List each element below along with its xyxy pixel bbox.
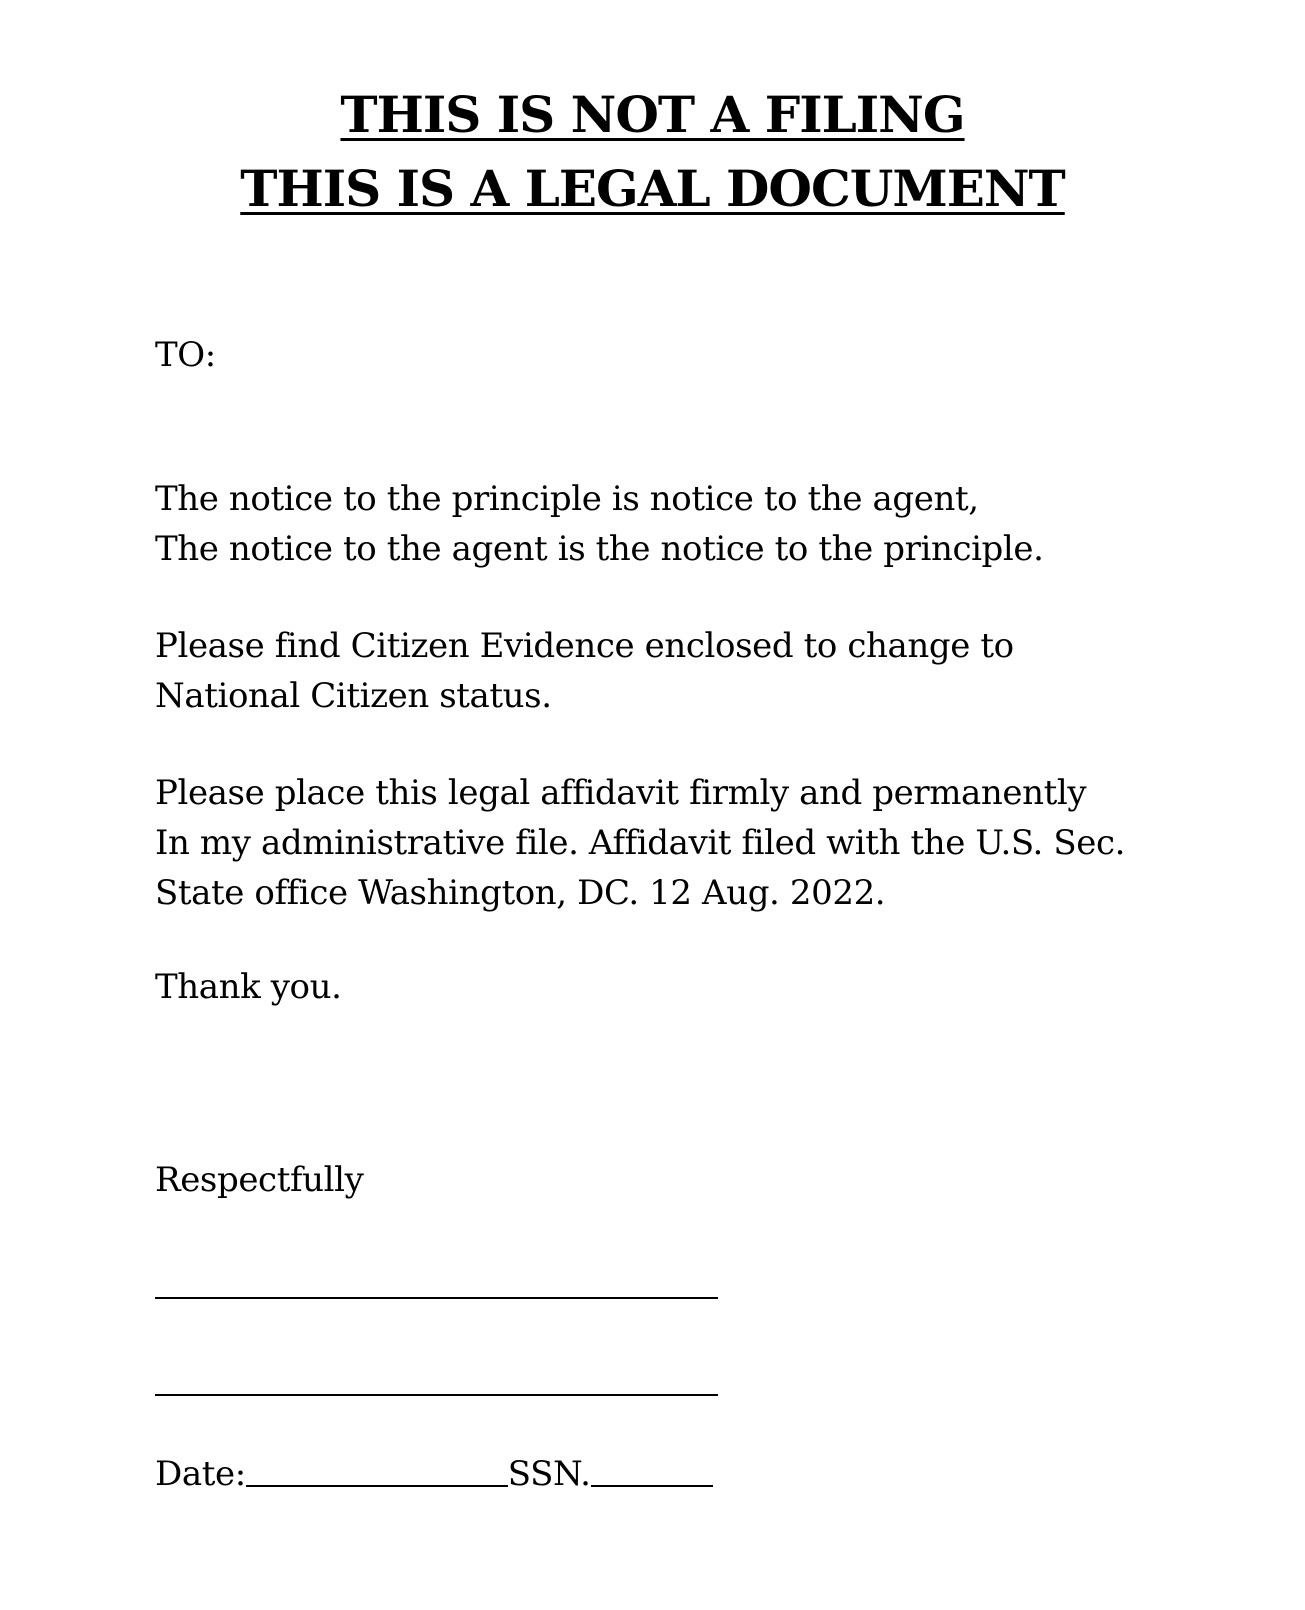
heading-legal-document: THIS IS A LEGAL DOCUMENT <box>240 159 1065 218</box>
date-blank-field[interactable] <box>246 1485 508 1487</box>
affidavit-line-3: State office Washington, DC. 12 Aug. 2022. <box>155 873 886 913</box>
notice-line-1: The notice to the principle is notice to the agent, <box>155 479 979 519</box>
date-label: Date: <box>155 1454 246 1494</box>
affidavit-line-1: Please place this legal affidavit firmly and permanently <box>155 773 1087 813</box>
date-ssn-row <box>155 1449 713 1499</box>
affidavit-line-2: In my administrative file. Affidavit filed with the U.S. Sec. <box>155 823 1126 863</box>
thank-you-text: Thank you. <box>155 967 342 1007</box>
notice-line-2: The notice to the agent is the notice to the principle. <box>155 529 1044 569</box>
respectfully-text: Respectfully <box>155 1160 364 1200</box>
to-label: TO: <box>155 335 216 375</box>
ssn-blank-field[interactable] <box>591 1485 713 1487</box>
evidence-line-2: National Citizen status. <box>155 676 552 716</box>
heading-not-a-filing: THIS IS NOT A FILING <box>340 85 965 144</box>
signature-line-1[interactable] <box>155 1297 718 1299</box>
signature-line-2[interactable] <box>155 1394 718 1396</box>
evidence-line-1: Please find Citizen Evidence enclosed to change to <box>155 626 1014 666</box>
ssn-label: SSN. <box>507 1454 591 1494</box>
